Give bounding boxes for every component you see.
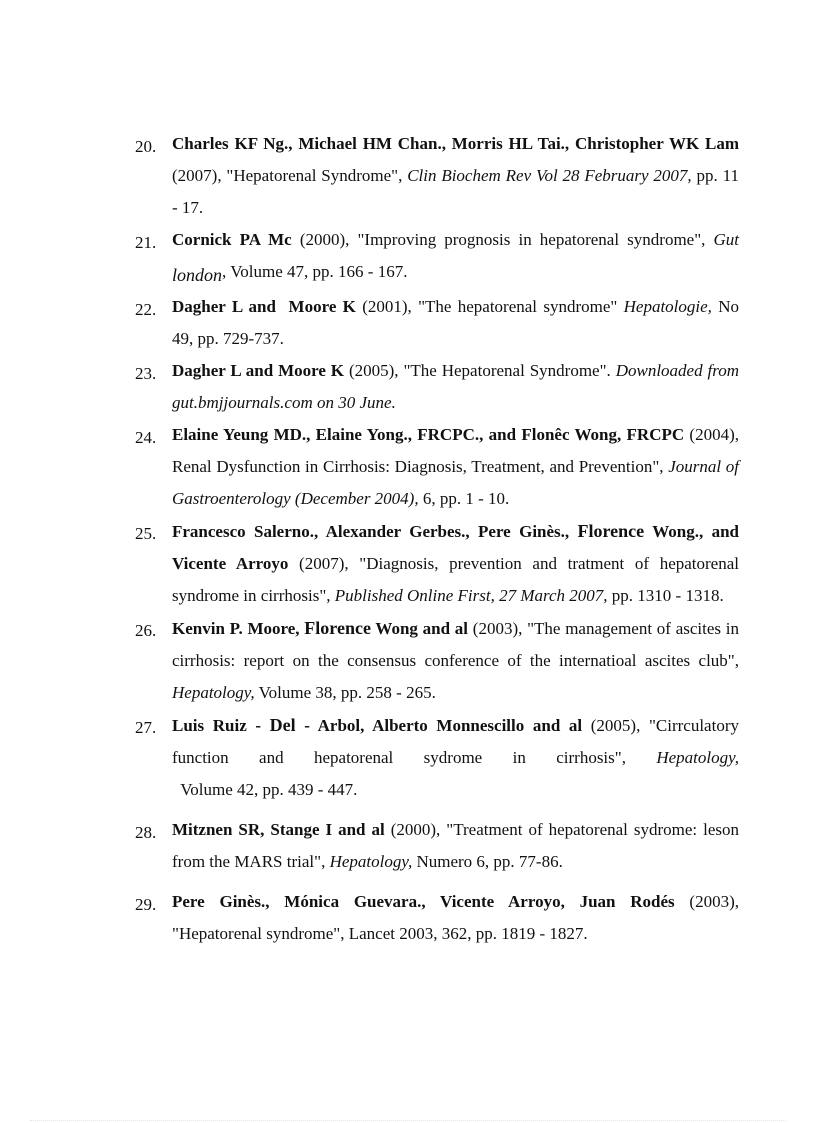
reference-item — [0, 224, 816, 291]
reference-authors: Mitznen SR, Stange I and al — [172, 820, 385, 839]
reference-authors-part: Florence — [577, 521, 645, 541]
reference-authors: Dagher L and Moore K — [172, 361, 345, 380]
reference-item — [0, 291, 816, 355]
reference-authors-part: Florence — [304, 618, 371, 638]
reference-source: Hepatologie, — [623, 297, 712, 316]
reference-text — [172, 814, 739, 878]
reference-item — [0, 419, 816, 515]
reference-number: 20. — [135, 137, 157, 156]
reference-authors-part: Wong., and Vicente Arroyo — [172, 522, 739, 573]
reference-details: (2005), "Cirrculatory function and hepatorenal sydrome in cirrhosis", — [172, 716, 739, 767]
reference-text — [172, 355, 739, 419]
reference-pages: No 49, pp. 729-737. — [172, 297, 739, 348]
reference-authors: Dagher L and Moore K — [172, 297, 356, 316]
reference-details: (2001), "The hepatorenal syndrome" — [355, 297, 624, 316]
reference-authors-part: Kenvin P. Moore, — [172, 619, 305, 638]
reference-details: (2005), "The Hepatorenal Syndrome". — [344, 361, 616, 380]
reference-number: 24. — [135, 428, 157, 447]
reference-item — [0, 355, 816, 419]
reference-source: Published Online First, 27 March 2007, — [334, 586, 608, 605]
reference-number: 26. — [135, 621, 157, 640]
reference-source: Downloaded from gut.bmjjournals.com on 30 June. — [172, 361, 739, 412]
reference-source-sub: london — [172, 265, 223, 285]
reference-details: (2000), "Improving prognosis in hepatorenal syndrome", — [291, 230, 714, 249]
reference-authors-part: Francesco Salerno., Alexander Gerbes., Pere Ginès., — [172, 522, 578, 541]
reference-source: Hepatology, — [656, 748, 739, 767]
reference-number: 29. — [135, 895, 157, 914]
reference-details: (2003), "Hepatorenal syndrome", Lancet 2003, 362, pp. 1819 - 1827. — [172, 892, 739, 943]
reference-pages: Volume 38, pp. 258 - 265. — [254, 683, 436, 702]
reference-pages: , Volume 47, pp. 166 - 167. — [222, 262, 408, 281]
reference-authors — [172, 716, 582, 735]
reference-number: 21. — [135, 233, 157, 252]
reference-authors-part: Wong and al — [370, 619, 469, 638]
reference-details: (2004), Renal Dysfunction in Cirrhosis: Diagnosis, Treatment, and Prevention", — [172, 425, 740, 476]
reference-authors — [172, 619, 468, 638]
reference-item — [0, 128, 816, 224]
reference-authors: Charles KF Ng., Michael HM Chan., Morris HL Tai., Christopher WK Lam — [172, 134, 739, 153]
reference-pages: Volume 42, pp. 439 - 447. — [172, 780, 358, 799]
reference-text — [172, 224, 739, 291]
page-bottom-divider — [30, 1120, 786, 1121]
reference-item — [0, 515, 816, 612]
reference-source: Journal of Gastroenterology (December 2004), — [172, 457, 739, 508]
reference-number: 25. — [135, 524, 157, 543]
reference-details: (2000), "Treatment of hepatorenal sydrome: leson from the MARS trial", — [172, 820, 740, 871]
reference-text — [172, 128, 739, 224]
reference-item — [0, 612, 816, 709]
reference-source: Hepatology, — [172, 683, 255, 702]
reference-item — [0, 814, 816, 878]
reference-source: Gut — [713, 230, 739, 249]
reference-pages: pp. 1310 - 1318. — [607, 586, 724, 605]
reference-source: Hepatology, — [329, 852, 413, 871]
reference-authors: Pere Ginès., Mónica Guevara., Vicente Arroyo, Juan Rodés — [172, 892, 675, 911]
reference-text — [172, 612, 739, 709]
reference-details: (2003), "The management of ascites in cirrhosis: report on the consensus conference of the internatioal ascites club", — [172, 619, 739, 670]
reference-pages: pp. 11 - 17. — [172, 166, 739, 217]
reference-list — [0, 128, 816, 950]
reference-text — [172, 886, 739, 950]
reference-authors-part: - Arbol, Alberto Monnescillo and al — [295, 716, 583, 735]
reference-details: (2007), "Hepatorenal Syndrome", — [172, 166, 408, 185]
reference-text — [172, 709, 739, 806]
reference-number: 27. — [135, 718, 157, 737]
reference-authors: Cornick PA Mc — [172, 230, 292, 249]
reference-source: Clin Biochem Rev Vol 28 February 2007, — [407, 166, 692, 185]
reference-authors-part: Luis Ruiz - — [172, 716, 270, 735]
reference-number: 23. — [135, 364, 157, 383]
reference-item — [0, 709, 816, 806]
reference-text — [172, 419, 739, 515]
reference-authors: Elaine Yeung MD., Elaine Yong., FRCPC., and Flonêc Wong, FRCPC — [172, 425, 685, 444]
reference-pages: 6, pp. 1 - 10. — [418, 489, 510, 508]
reference-text — [172, 291, 739, 355]
reference-authors-part: Del — [269, 715, 296, 735]
reference-text — [172, 515, 739, 612]
reference-details: (2007), "Diagnosis, prevention and tratment of hepatorenal syndrome in cirrhosis", — [172, 554, 739, 605]
reference-item — [0, 886, 816, 950]
reference-number: 28. — [135, 823, 157, 842]
reference-number: 22. — [135, 300, 157, 319]
reference-pages: Numero 6, pp. 77-86. — [412, 852, 563, 871]
